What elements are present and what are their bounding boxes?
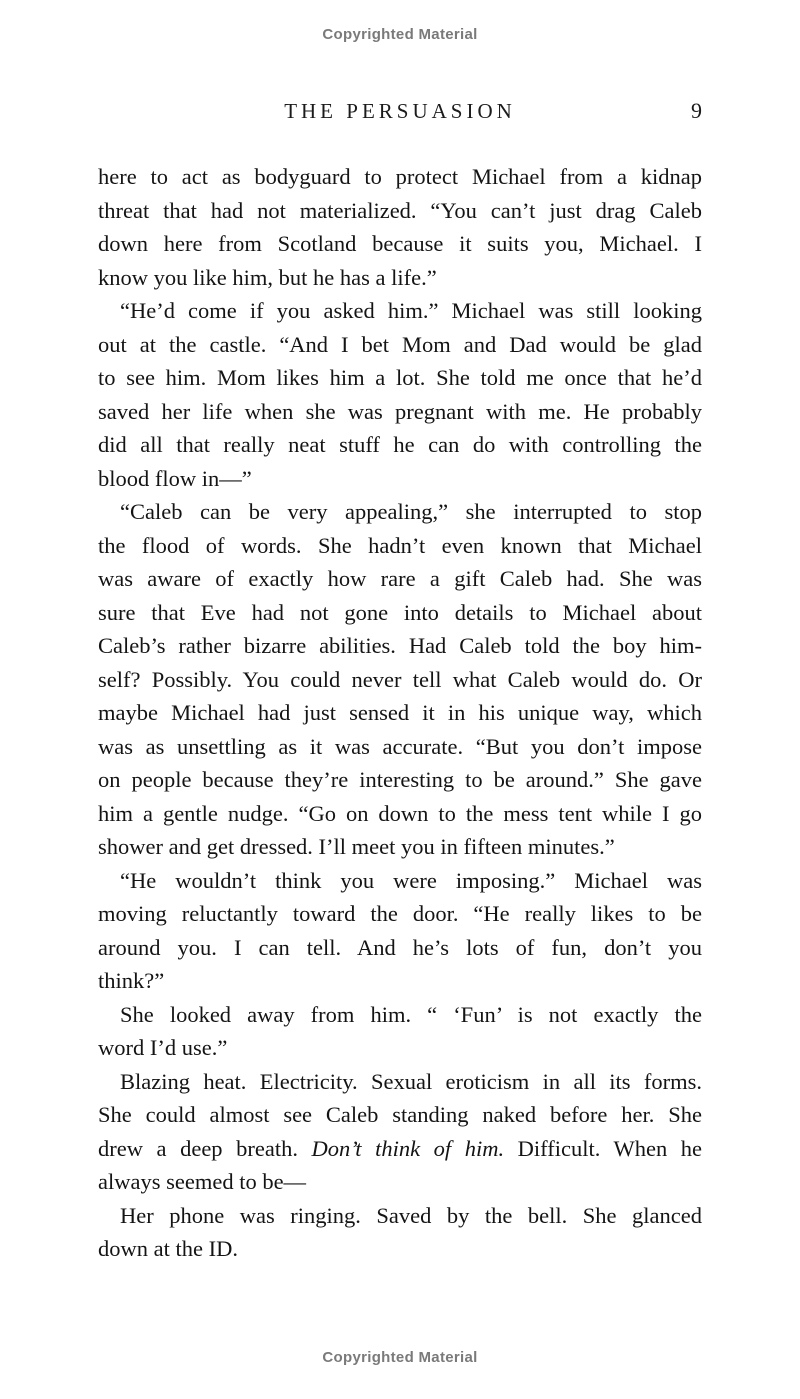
paragraph	[98, 1065, 702, 1199]
text-line	[98, 1132, 702, 1166]
body-text: sure that Eve had not gone into details to Michael about	[98, 599, 702, 625]
body-text: maybe Michael had just sensed it in his unique way, which	[98, 700, 702, 725]
text-line	[98, 194, 702, 228]
text-line	[98, 797, 702, 831]
body-text: was aware of exactly how rare a gift Caleb had. She was	[98, 566, 702, 591]
paragraph	[98, 998, 702, 1065]
body-text: Her phone was ringing. Saved by the bell. She glanced	[120, 1202, 702, 1228]
italic-text: Don’t think of him.	[311, 1135, 505, 1161]
paragraph	[98, 864, 702, 998]
paragraph	[98, 160, 702, 294]
body-text: “He’d come if you asked him.” Michael was still looking	[120, 298, 702, 323]
text-line	[98, 428, 702, 462]
body-text: saved her life when she was pregnant with me. He probably	[98, 398, 702, 424]
body-text: down here from Scotland because it suits you, Michael. I	[98, 231, 702, 256]
body-text: here to act as bodyguard to protect Michael from a kidnap	[98, 164, 702, 189]
text-line	[98, 1065, 702, 1099]
body-text: the flood of words. She hadn’t even known that Michael	[98, 532, 702, 558]
body-text: out at the castle. “And I bet Mom and Dad would be glad	[98, 331, 702, 357]
body-text: Blazing heat. Electricity. Sexual eroticism in all its forms.	[120, 1068, 702, 1094]
body-text: “He wouldn’t think you were imposing.” Michael was	[120, 867, 702, 893]
copyright-notice-top: Copyrighted Material	[322, 26, 478, 43]
text-line	[98, 830, 702, 864]
body-text: him a gentle nudge. “Go on down to the mess tent while I go	[98, 800, 702, 826]
paragraph	[98, 495, 702, 864]
body-text: around you. I can tell. And he’s lots of fun, don’t you	[98, 934, 702, 960]
text-line	[98, 395, 702, 429]
text-line	[98, 629, 702, 663]
body-text: know you like him, but he has a life.”	[98, 264, 437, 290]
body-text: to see him. Mom likes him a lot. She told me once that he’d	[98, 365, 702, 390]
text-line	[98, 964, 702, 998]
body-text: think?”	[98, 968, 165, 993]
body-text: “Caleb can be very appealing,” she interrupted to stop	[120, 499, 702, 524]
text-line	[98, 261, 702, 295]
text-line	[98, 160, 702, 194]
text-line	[98, 361, 702, 395]
text-line	[98, 596, 702, 630]
body-text: always seemed to be—	[98, 1169, 307, 1194]
body-text: self? Possibly. You could never tell what Caleb would do. Or	[98, 666, 702, 692]
body-text: She looked away from him. “ ‘Fun’ is not exactly the	[120, 1001, 702, 1027]
page-body	[98, 160, 702, 1266]
text-line	[98, 864, 702, 898]
body-text: Caleb’s rather bizarre abilities. Had Caleb told the boy him-	[98, 633, 702, 658]
text-line	[98, 998, 702, 1032]
paragraph	[98, 294, 702, 495]
text-line	[98, 562, 702, 596]
body-text: shower and get dressed. I’ll meet you in fifteen minutes.”	[98, 834, 615, 859]
body-text: blood flow in—”	[98, 465, 252, 491]
running-header-title: THE PERSUASION	[284, 99, 516, 123]
body-text: down at the ID.	[98, 1236, 238, 1261]
body-text: on people because they’re interesting to be around.” She gave	[98, 767, 702, 792]
text-line	[98, 1199, 702, 1233]
text-line	[98, 328, 702, 362]
text-line	[98, 462, 702, 496]
body-text: drew a deep breath.	[98, 1135, 312, 1161]
text-line	[98, 696, 702, 730]
body-text: did all that really neat stuff he can do with controlling the	[98, 432, 702, 457]
text-line	[98, 1232, 702, 1266]
text-line	[98, 931, 702, 965]
text-line	[98, 294, 702, 328]
text-line	[98, 1098, 702, 1132]
text-line	[98, 227, 702, 261]
text-line	[98, 730, 702, 764]
page-number: 9	[691, 98, 702, 123]
body-text: was as unsettling as it was accurate. “But you don’t impose	[98, 733, 702, 759]
body-text: moving reluctantly toward the door. “He really likes to be	[98, 901, 702, 926]
text-line	[98, 663, 702, 697]
body-text: Difficult. When he	[504, 1135, 702, 1161]
text-line	[98, 529, 702, 563]
text-line	[98, 1031, 702, 1065]
body-text: word I’d use.”	[98, 1035, 228, 1060]
text-line	[98, 1165, 702, 1199]
body-text: threat that had not materialized. “You can’t just drag Caleb	[98, 197, 702, 223]
body-text: She could almost see Caleb standing naked before her. She	[98, 1102, 702, 1127]
text-line	[98, 897, 702, 931]
text-line	[98, 495, 702, 529]
copyright-notice-bottom: Copyrighted Material	[322, 1349, 478, 1366]
paragraph	[98, 1199, 702, 1266]
text-line	[98, 763, 702, 797]
running-header	[98, 99, 702, 124]
